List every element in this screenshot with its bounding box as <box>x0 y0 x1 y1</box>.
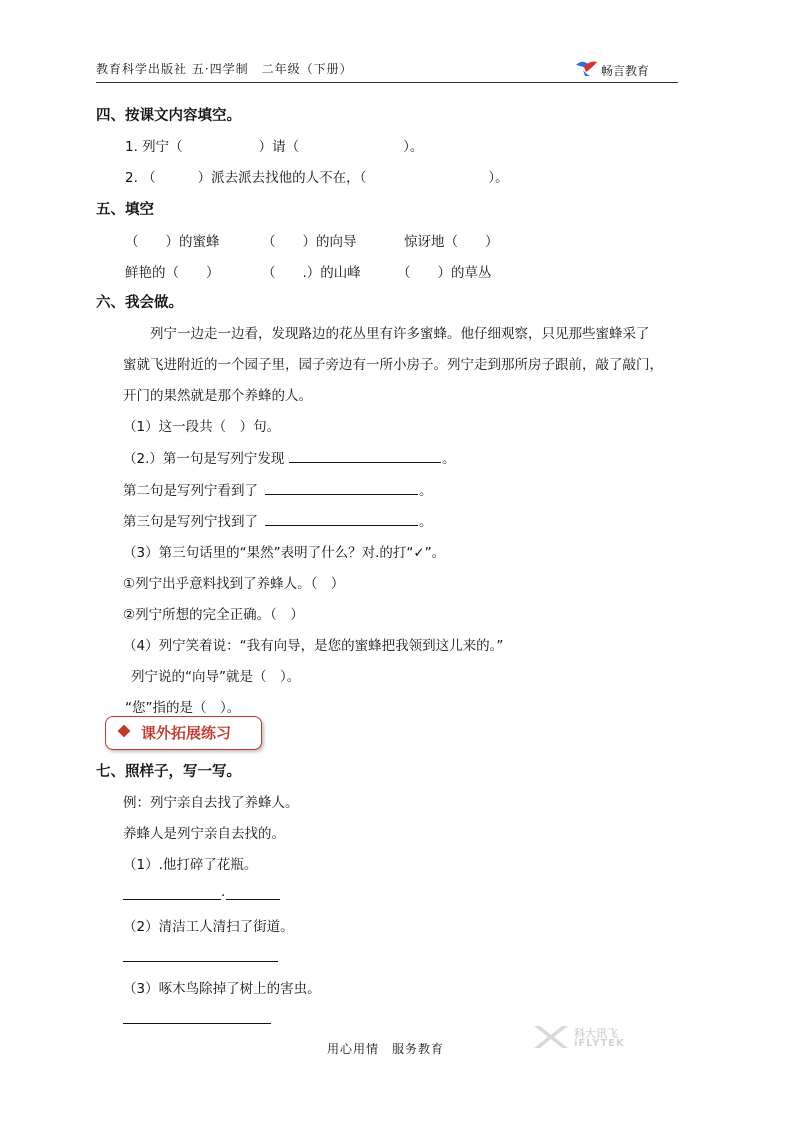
s7-q1-blank-2 <box>226 899 280 900</box>
section-6-title: 六、我会做。 <box>96 295 183 311</box>
s7-q1-separator: . <box>221 884 226 900</box>
s7-q1-blank-1 <box>123 899 221 900</box>
s7-example-1: 例：列宁亲自去找了养蜂人。 <box>123 795 299 811</box>
x-logo-icon <box>530 1022 570 1052</box>
extension-practice-banner <box>105 716 262 750</box>
header-brand: 畅言教育 <box>601 64 650 78</box>
s6-q2-third-blank <box>265 525 418 526</box>
s6-q1: （1）这一段共（ ）句。 <box>123 419 281 435</box>
s6-q2-second-blank <box>265 494 418 495</box>
s5-r2-item-1: 鲜艳的（ ） <box>125 265 220 281</box>
s7-q3: （3）啄木鸟除掉了树上的害虫。 <box>123 981 321 997</box>
watermark-line-1: 科大讯飞 <box>574 1027 618 1040</box>
bird-logo-icon <box>574 56 598 78</box>
s6-q2-second-end: 。 <box>419 483 433 499</box>
section-5-title: 五、填空 <box>96 202 154 218</box>
header-publisher-text: 教育科学出版社 五·四学制 二年级（下册） <box>96 62 353 76</box>
s5-r1-item-1: （ ）的蜜蜂 <box>125 234 220 250</box>
s6-paragraph-line-1: 列宁一边走一边看，发现路边的花丛里有许多蜜蜂。他仔细观察，只见那些蜜蜂采了 <box>150 326 650 342</box>
s5-r2-item-3: （ ）的草丛 <box>397 265 492 281</box>
s4-q1: 1. 列宁（ ）请（ ）。 <box>125 139 424 155</box>
section-7-title: 七、照样子，写一写。 <box>96 764 241 780</box>
s6-paragraph-line-3: 开门的果然就是那个养蜂的人。 <box>123 388 312 404</box>
s6-q2-second: 第二句是写列宁看到了 <box>123 483 258 499</box>
s5-r1-item-3: 惊讶地（ ） <box>404 234 499 250</box>
watermark-line-2: iFLYTEK <box>574 1038 625 1049</box>
s6-q2-first-blank <box>289 462 441 463</box>
iflytek-watermark <box>530 1022 640 1052</box>
s6-q2-first-end: 。 <box>442 451 456 467</box>
section-4-title: 四、按课文内容填空。 <box>96 108 241 124</box>
s7-q2: （2）清洁工人清扫了街道。 <box>123 919 294 935</box>
s6-q2-third: 第三句是写列宁找到了 <box>123 514 258 530</box>
diamond-icon <box>118 725 131 738</box>
s6-q2-third-end: 。 <box>419 514 433 530</box>
s7-q3-blank <box>123 1023 271 1024</box>
s6-q3-option-2: ②列宁所想的完全正确。（ ） <box>123 607 304 623</box>
s6-paragraph-line-2: 蜜就飞进附近的一个园子里，园子旁边有一所小房子。列宁走到那所房子跟前，敲了敲门， <box>123 357 663 373</box>
s7-q2-blank <box>123 961 278 962</box>
header-rule <box>96 82 678 83</box>
s7-example-2: 养蜂人是列宁亲自去找的。 <box>123 826 285 842</box>
s7-q1: （1）.他打碎了花瓶。 <box>123 857 258 873</box>
banner-label: 课外拓展练习 <box>141 724 232 742</box>
s6-q3-option-1: ①列宁出乎意料找到了养蜂人。（ ） <box>123 576 345 592</box>
s6-q2-first: （2.）第一句是写列宁发现 <box>123 451 285 467</box>
footer-slogan: 用心用情 服务教育 <box>327 1042 445 1056</box>
s6-q4: （4）列宁笑着说：“我有向导，是您的蜜蜂把我领到这儿来的。” <box>123 638 504 654</box>
s5-r2-item-2: （ .）的山峰 <box>262 265 361 281</box>
s5-r1-item-2: （ ）的向导 <box>262 234 357 250</box>
s6-q3: （3）第三句话里的“果然”表明了什么？对.的打“✓”。 <box>123 545 446 561</box>
s6-q4-a: 列宁说的“向导”就是（ ）。 <box>131 669 301 685</box>
s4-q2: 2. （ ）派去派去找他的人不在，（ ）。 <box>125 170 509 186</box>
s6-q4-b: “您”指的是（ ）。 <box>125 700 241 716</box>
